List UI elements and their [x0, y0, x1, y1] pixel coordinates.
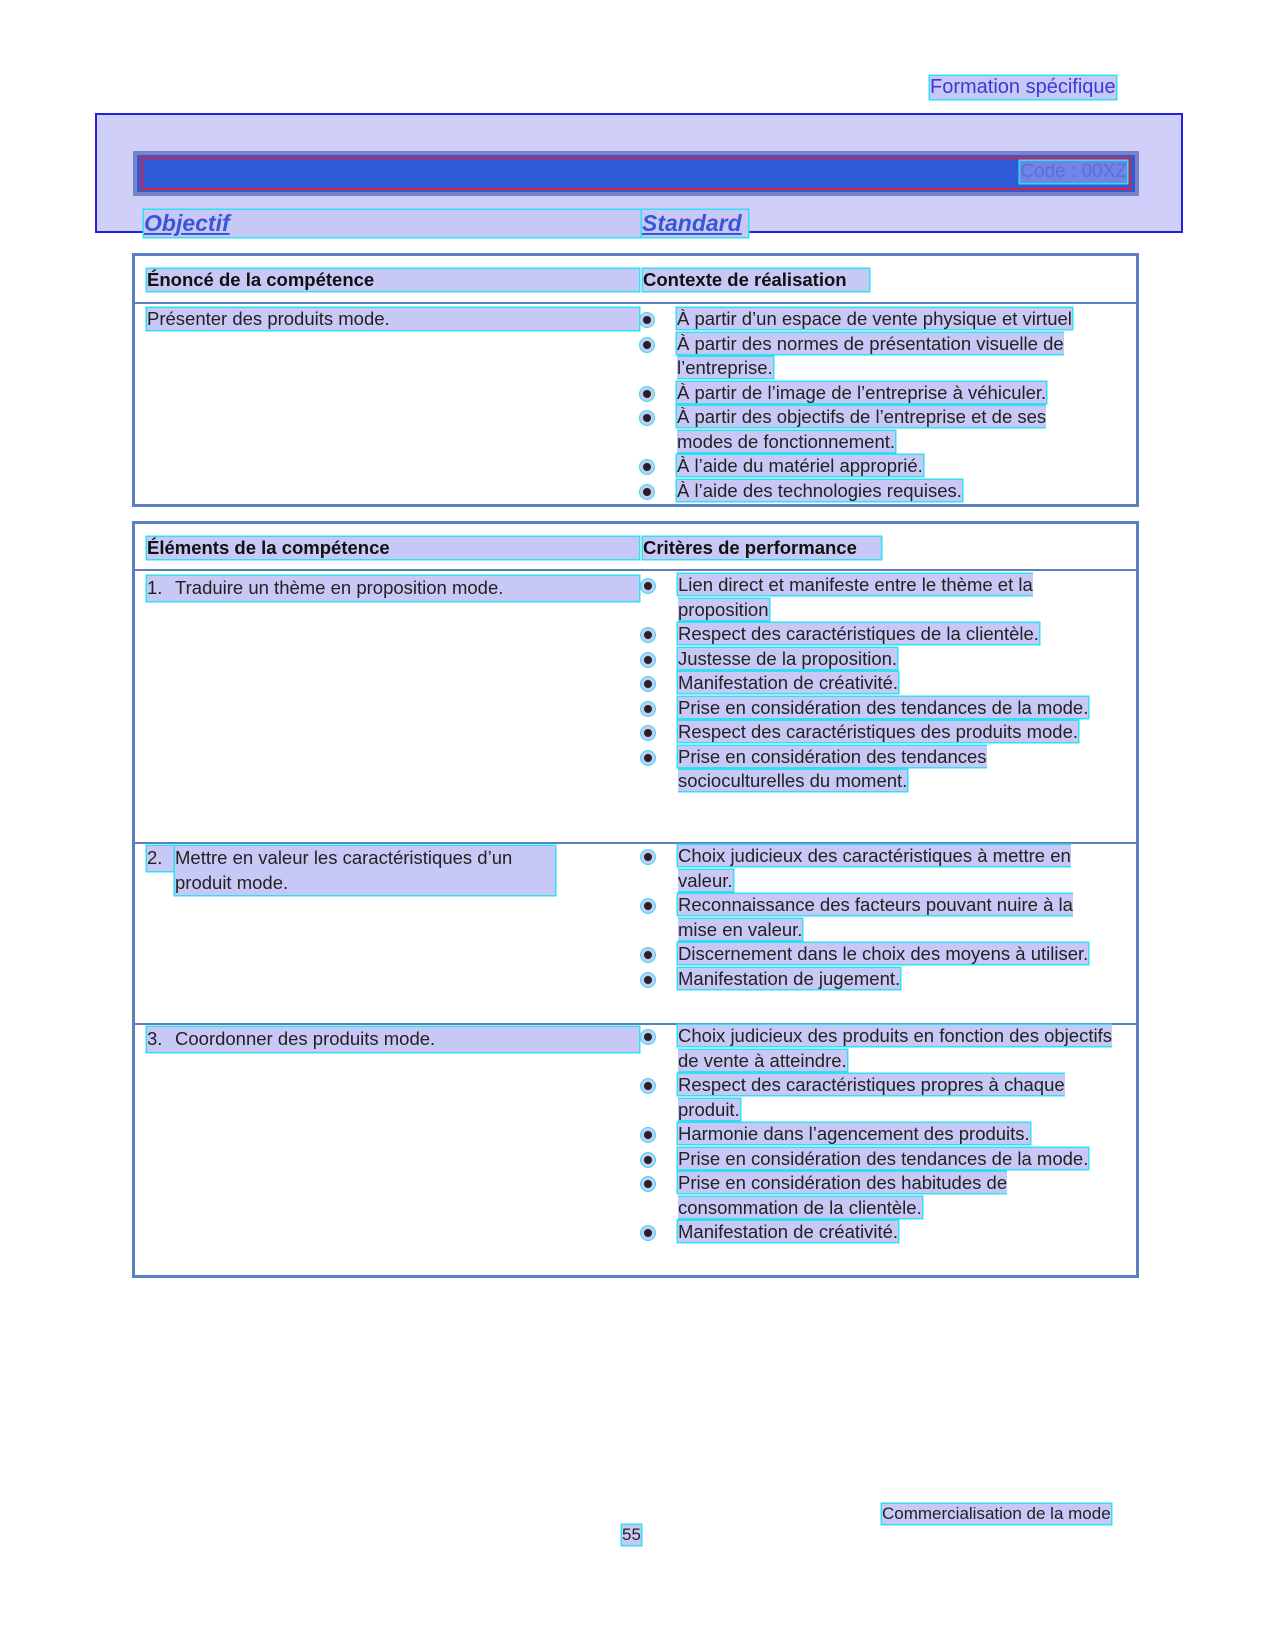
list-item: Prise en considération des tendances de la mode.: [644, 696, 1114, 721]
list-item: Manifestation de créativité.: [644, 671, 1114, 696]
element-2: [147, 846, 639, 895]
list-item: Choix judicieux des caractéristiques à mettre en valeur.: [644, 844, 1114, 893]
criteria-list-3: [644, 1024, 1114, 1245]
bullet-icon: [643, 414, 651, 422]
program-header: Formation spécifique: [930, 76, 1116, 98]
element-number: 3.: [147, 1028, 163, 1049]
elements-table: [132, 521, 1139, 1278]
bullet-icon: [643, 316, 651, 324]
bullet-icon: [644, 1131, 652, 1139]
list-item: À partir des normes de présentation visuelle de l’entreprise.: [643, 332, 1103, 381]
bullet-icon: [644, 754, 652, 762]
list-item: Prise en considération des tendances socioculturelles du moment.: [644, 745, 1114, 794]
context-list: [643, 307, 1103, 503]
page-number: 55: [622, 1525, 641, 1544]
element-text: Traduire un thème en proposition mode.: [175, 577, 504, 598]
standard-heading: Standard: [642, 210, 748, 237]
list-item: Justesse de la proposition.: [644, 647, 1114, 672]
criteria-list-1: [644, 573, 1114, 794]
list-item: Respect des caractéristiques propres à chaque produit.: [644, 1073, 1114, 1122]
competence-table-header: [135, 256, 1136, 304]
list-item: Prise en considération des habitudes de consommation de la clientèle.: [644, 1171, 1114, 1220]
list-item: Prise en considération des tendances de la mode.: [644, 1147, 1114, 1172]
list-item: Respect des caractéristiques de la clientèle.: [644, 622, 1114, 647]
list-item: À partir des objectifs de l’entreprise et de ses modes de fonctionnement.: [643, 405, 1103, 454]
bullet-icon: [643, 488, 651, 496]
competence-statement: Présenter des produits mode.: [147, 308, 639, 330]
bullet-icon: [644, 1180, 652, 1188]
bullet-icon: [644, 705, 652, 713]
bullet-icon: [644, 1082, 652, 1090]
element-text: Mettre en valeur les caractéristiques d’un produit mode.: [175, 846, 555, 895]
list-item: À l’aide des technologies requises.: [643, 479, 1103, 504]
code-bar-frame: [141, 157, 1131, 190]
list-item: Respect des caractéristiques des produits mode.: [644, 720, 1114, 745]
element-1: [147, 576, 639, 601]
criteria-list-2: [644, 844, 1114, 991]
competence-statement-header: Énoncé de la compétence: [147, 269, 639, 291]
list-item: Discernement dans le choix des moyens à utiliser.: [644, 942, 1114, 967]
list-item: À partir de l’image de l’entreprise à véhiculer.: [643, 381, 1103, 406]
element-number: 1.: [147, 577, 163, 598]
element-number: 2.: [147, 846, 175, 871]
bullet-icon: [643, 390, 651, 398]
bullet-icon: [644, 582, 652, 590]
bullet-icon: [644, 1033, 652, 1041]
bullet-icon: [644, 729, 652, 737]
competency-code: Code : 00XZ: [1020, 161, 1127, 182]
code-bar: [133, 151, 1139, 196]
list-item: Harmonie dans l’agencement des produits.: [644, 1122, 1114, 1147]
objectif-heading: Objectif: [144, 210, 642, 237]
element-text: Coordonner des produits mode.: [175, 1028, 436, 1049]
list-item: Manifestation de jugement.: [644, 967, 1114, 992]
bullet-icon: [644, 1156, 652, 1164]
list-item: Reconnaissance des facteurs pouvant nuire à la mise en valeur.: [644, 893, 1114, 942]
bullet-icon: [644, 853, 652, 861]
bullet-icon: [644, 631, 652, 639]
list-item: À partir d’un espace de vente physique et virtuel: [643, 307, 1103, 332]
list-item: À l’aide du matériel approprié.: [643, 454, 1103, 479]
bullet-icon: [643, 341, 651, 349]
criteria-header: Critères de performance: [643, 537, 881, 559]
context-header: Contexte de réalisation: [643, 269, 869, 291]
bullet-icon: [644, 656, 652, 664]
list-item: Choix judicieux des produits en fonction des objectifs de vente à atteindre.: [644, 1024, 1114, 1073]
bullet-icon: [644, 976, 652, 984]
bullet-icon: [644, 680, 652, 688]
bullet-icon: [644, 951, 652, 959]
elements-header: Éléments de la compétence: [147, 537, 639, 559]
list-item: Manifestation de créativité.: [644, 1220, 1114, 1245]
bullet-icon: [643, 463, 651, 471]
bullet-icon: [644, 1229, 652, 1237]
competence-table: [132, 253, 1139, 507]
footer-program-name: Commercialisation de la mode: [882, 1504, 1111, 1523]
element-3: [147, 1027, 639, 1052]
bullet-icon: [644, 902, 652, 910]
list-item: Lien direct et manifeste entre le thème et la proposition: [644, 573, 1114, 622]
elements-table-header: [135, 524, 1136, 571]
